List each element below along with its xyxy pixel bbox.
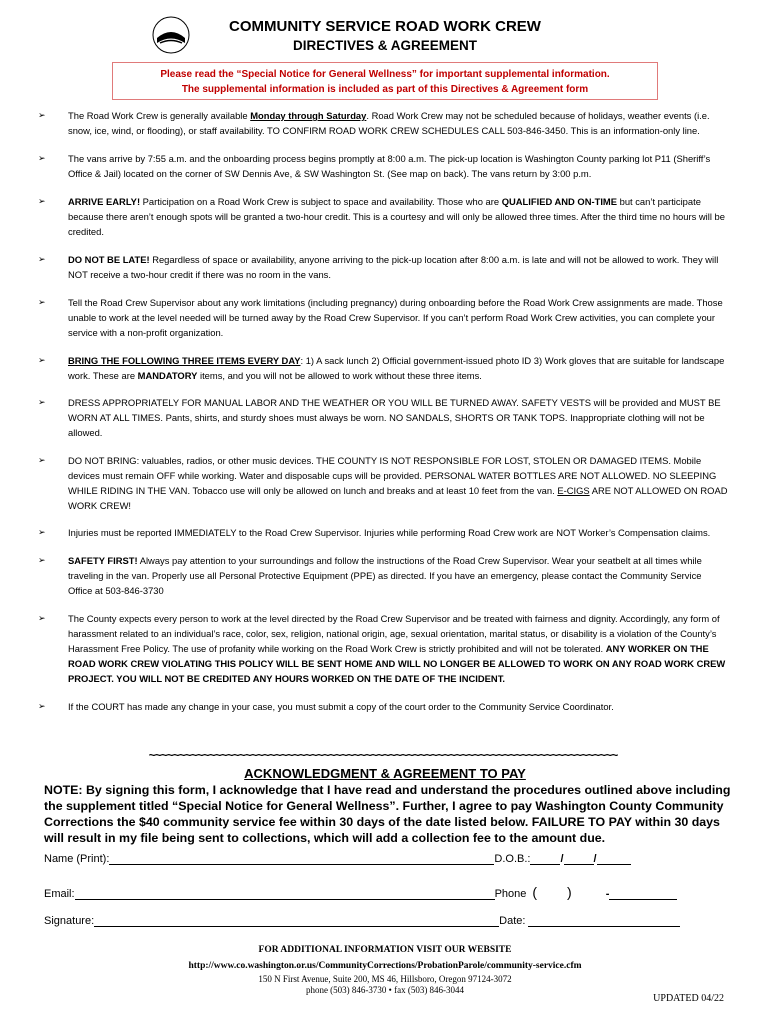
arrow-bullet-icon: ➢ bbox=[38, 555, 46, 565]
directive-text: Participation on a Road Work Crew is subject to space and availability. Those who are bbox=[140, 196, 502, 207]
footer-url-link[interactable]: http://www.co.washington.or.us/CommunityCorrections/ProbationParole/community-service.cfm bbox=[188, 961, 582, 971]
directive-text: ARRIVE EARLY! bbox=[68, 196, 141, 207]
acknowledgment-text: NOTE: By signing this form, I acknowledge that I have read and understand the procedures outlined above including the supplement titled “Special Notice for General Wellness”. Further, I agree to pay Washington County Community Corrections the $40 community service fee within 30 days of the date listed below. FAILURE TO PAY within 30 days will result in my file being sent to collections, which will add a collection fee to the amount due. bbox=[44, 783, 731, 845]
arrow-bullet-icon: ➢ bbox=[38, 527, 46, 537]
arrow-bullet-icon: ➢ bbox=[38, 153, 46, 163]
arrow-bullet-icon: ➢ bbox=[38, 455, 46, 465]
acknowledgment-heading: ACKNOWLEDGMENT & AGREEMENT TO PAY bbox=[244, 766, 526, 781]
directive-text: items, and you will not be allowed to work without these three items. bbox=[197, 370, 482, 381]
directive-item bbox=[38, 252, 728, 282]
directive-text: . Road Work Crew may not be scheduled because of holidays, weather events (i.e. snow, ice, wind, or flooding), or staff availability. TO CONFIRM ROAD WORK CREW SCHEDULES CALL 503-846-3450. This is an information-only line. bbox=[68, 110, 710, 136]
name-label: Name (Print): bbox=[44, 853, 110, 865]
directive-text: MANDATORY bbox=[137, 370, 198, 381]
email-label: Email: bbox=[44, 888, 75, 900]
wellness-notice-box bbox=[112, 62, 658, 100]
footer-address: 150 N First Avenue, Suite 200, MS 46, Hillsboro, Oregon 97124-3072 bbox=[258, 974, 512, 984]
dob-month-field[interactable] bbox=[530, 852, 560, 865]
arrow-bullet-icon: ➢ bbox=[38, 397, 46, 407]
phone-label: Phone bbox=[494, 888, 527, 900]
directive-text: Tell the Road Crew Supervisor about any work limitations (including pregnancy) during onboarding before the Road Work Crew assignments are made. Those unable to work at the level needed will be turned away by the Road Crew Supervisor. If you can’t perform Road Work Crew activities, you can complete your service with a non-profit organization. bbox=[68, 297, 723, 338]
dob-year-field[interactable] bbox=[597, 852, 631, 865]
date-field[interactable] bbox=[528, 914, 680, 927]
email-phone-row: Email: Phone ( ) - bbox=[44, 884, 677, 900]
signature-field[interactable] bbox=[94, 914, 499, 927]
directive-item bbox=[38, 353, 728, 383]
directive-item bbox=[38, 395, 728, 440]
footer-website-heading: FOR ADDITIONAL INFORMATION VISIT OUR WEBSITE bbox=[258, 945, 512, 955]
directive-text: Monday through Saturday bbox=[250, 110, 367, 121]
phone-area-field[interactable] bbox=[537, 887, 567, 900]
directive-text: The Road Work Crew is generally available bbox=[68, 110, 251, 121]
directive-text: ANY WORKER ON THE ROAD WORK CREW VIOLATING THIS POLICY WILL BE SENT HOME AND WILL NO LONGER BE ALLOWED TO WORK ON ANY ROAD WORK CREW PROJECT. YOU WILL NOT BE CREDITED ANY HOURS WORKED ON THE DATE OF THE INCIDENT. bbox=[68, 643, 726, 684]
updated-date: UPDATED 04/22 bbox=[653, 993, 724, 1004]
signature-label: Signature: bbox=[44, 915, 95, 927]
arrow-bullet-icon: ➢ bbox=[38, 355, 46, 365]
dob-day-field[interactable] bbox=[564, 852, 594, 865]
directive-item bbox=[38, 108, 728, 138]
directive-text: Always pay attention to your surroundings and follow the instructions of the Road Crew Supervisor. Wear your seatbelt at all times while traveling in the van. Properly use all Personal Protective Equipment (PPE) as directed. If you have an emergency, please contact the Community Service Office at 503-846-3730 bbox=[68, 555, 702, 596]
directive-item bbox=[38, 295, 728, 340]
directive-text: E-CIGS bbox=[557, 485, 590, 496]
directive-text: ARE NOT ALLOWED ON ROAD WORK CREW! bbox=[68, 485, 728, 511]
directive-text: : 1) A sack lunch 2) Official government-issued photo ID 3) Work gloves that are suitable for landscape work. These are bbox=[68, 355, 725, 381]
name-dob-row: Name (Print): D.O.B.: / / bbox=[44, 852, 631, 865]
directive-text: Regardless of space or availability, anyone arriving to the pick-up location after 8:00 a.m. is late and will not be allowed to work. They will NOT receive a two-hour credit if there was no room in the vans. bbox=[68, 254, 719, 280]
phone-number-field[interactable] bbox=[609, 887, 677, 900]
directives-list bbox=[38, 108, 728, 714]
directive-text: The County expects every person to work at the level directed by the Road Crew Supervisor and be treated with fairness and dignity. Accordingly, any form of harassment related to an individual’s race, color, sex, religion, national origin, age, sexual orientation, marital status, or disability is a violation of the County’s Harassment Free Policy. The use of profanity while working on the Road Work Crew is strictly prohibited and will not be tolerated. bbox=[68, 613, 720, 654]
directive-item bbox=[38, 553, 728, 598]
separator-line: ~~~~~~~~~~~~~~~~~~~~~~~~~~~~~~~~~~~~~~~~~~~~~~~~~~~~~~~~~~~~~~~~~~~~~~~~~~~~~~ bbox=[148, 748, 618, 762]
name-field[interactable] bbox=[109, 852, 494, 865]
directive-item bbox=[38, 194, 728, 239]
directive-item bbox=[38, 453, 728, 513]
page-subtitle: DIRECTIVES & AGREEMENT bbox=[292, 38, 478, 53]
date-label: Date: bbox=[499, 915, 526, 927]
arrow-bullet-icon: ➢ bbox=[38, 613, 46, 623]
directive-text: Injuries must be reported IMMEDIATELY to the Road Crew Supervisor. Injuries while performing Road Crew work are NOT Worker’s Compensation claims. bbox=[68, 527, 711, 538]
directive-item bbox=[38, 611, 728, 686]
directive-text: DO NOT BE LATE! bbox=[68, 254, 150, 265]
footer-phone-fax: phone (503) 846-3730 • fax (503) 846-3044 bbox=[305, 985, 465, 995]
directive-text: If the COURT has made any change in your case, you must submit a copy of the court order to the Community Service Coordinator. bbox=[68, 701, 614, 712]
arrow-bullet-icon: ➢ bbox=[38, 110, 46, 120]
directive-text: DO NOT BRING: valuables, radios, or other music devices. THE COUNTY IS NOT RESPONSIBLE FOR LOST, STOLEN OR DAMAGED ITEMS. Mobile devices must remain OFF while working. Water and disposable cups will be provided. PERSONAL WATER BOTTLES ARE NOT ALLOWED. NO SLEEPING WHILE RIDING IN THE VAN. Tobacco use will only be allowed on lunch and breaks and at least 10 feet from the van. bbox=[68, 455, 717, 496]
directive-text: but can’t participate because there aren’t enough spots will be granted a two-hour credit. This is a courtesy and will only be allowed three times. After the third time no hours will be credited. bbox=[68, 196, 725, 237]
phone-prefix-field[interactable] bbox=[572, 887, 606, 900]
directive-text: SAFETY FIRST! bbox=[68, 555, 138, 566]
directive-text: DRESS APPROPRIATELY FOR MANUAL LABOR AND THE WEATHER OR YOU WILL BE TURNED AWAY. SAFETY VESTS will be provided and MUST BE WORN AT ALL TIMES. Pants, shirts, and sturdy shoes must always be worn. NO SANDALS, SHORTS OR TANK TOPS. Inappropriate clothing will not be allowed. bbox=[68, 397, 721, 438]
directive-item bbox=[38, 151, 728, 181]
arrow-bullet-icon: ➢ bbox=[38, 701, 46, 711]
notice-line-1: Please read the “Special Notice for General Wellness” for important supplemental information. bbox=[160, 69, 610, 80]
directive-text: The vans arrive by 7:55 a.m. and the onboarding process begins promptly at 8:00 a.m. The pick-up location is Washington County parking lot P11 (Sheriff’s Office & Jail) located on the corner of SW Dennis Ave, & SW Washington St. (See map on back). The vans return by 3:00 p.m. bbox=[68, 153, 711, 179]
directive-text: BRING THE FOLLOWING THREE ITEMS EVERY DAY bbox=[68, 355, 301, 366]
directive-item bbox=[38, 699, 728, 714]
page-title: COMMUNITY SERVICE ROAD WORK CREW bbox=[229, 18, 541, 35]
dob-label: D.O.B.: bbox=[494, 853, 531, 865]
directive-item bbox=[38, 525, 728, 540]
arrow-bullet-icon: ➢ bbox=[38, 254, 46, 264]
directive-text: QUALIFIED AND ON-TIME bbox=[501, 196, 617, 207]
notice-line-2: The supplemental information is included as part of this Directives & Agreement form bbox=[181, 84, 589, 95]
arrow-bullet-icon: ➢ bbox=[38, 196, 46, 206]
email-field[interactable] bbox=[75, 887, 495, 900]
signature-date-row bbox=[44, 914, 680, 927]
arrow-bullet-icon: ➢ bbox=[38, 297, 46, 307]
